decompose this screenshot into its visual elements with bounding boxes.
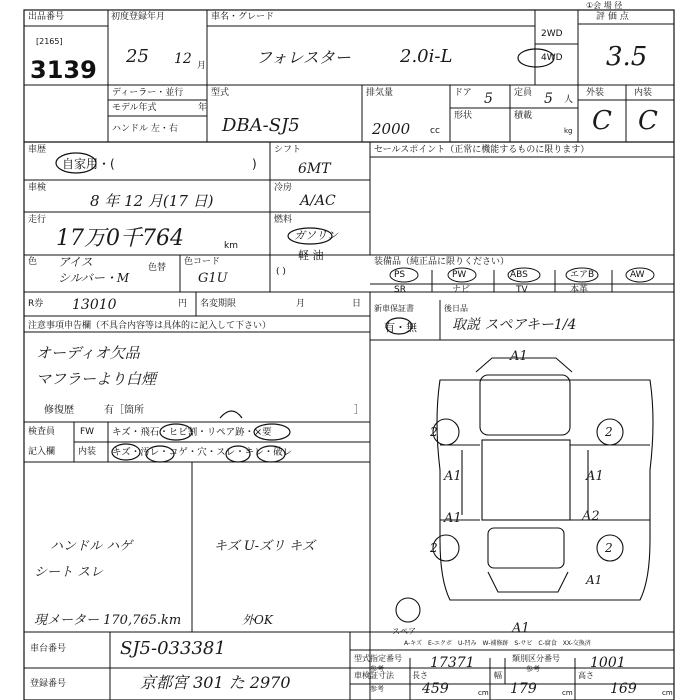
spare-label: スペア xyxy=(392,627,416,636)
shape-label: 形状 xyxy=(454,111,473,121)
length-label: 長さ xyxy=(412,671,428,680)
color-paint: アイス xyxy=(58,255,93,269)
mark-fr-wheel: 2 xyxy=(605,425,613,439)
equipment-label: 装備品（純正品に限りください） xyxy=(374,257,510,267)
capacity-value: 5 xyxy=(544,91,553,107)
notes-line-1: オーディオ欠品 xyxy=(36,344,140,362)
type-num-label: 型式指定番号 xyxy=(354,654,402,663)
shift-value: 6MT xyxy=(298,161,331,177)
height-value: 169 xyxy=(610,681,637,697)
damage-legend: A-キズ E-エクボ U-凹み W-補修跡 S-サビ C-腐食 XX-交換済 xyxy=(404,640,591,647)
length-unit: cm xyxy=(478,689,489,697)
car-name-label: 車名・グレード xyxy=(211,12,275,22)
color-code: G1U xyxy=(198,271,228,286)
chassis-number: SJ5-033381 xyxy=(120,638,226,659)
inspector-note-exterior: 外OK xyxy=(242,613,273,627)
model-code-label: 型式 xyxy=(211,88,230,98)
color-label: 色 xyxy=(28,257,38,267)
interior-grade: C xyxy=(638,106,658,136)
width-label: 幅 xyxy=(494,671,502,680)
interior-insp-items: キズ・汚レ・コゲ・穴・スレ・キレ・破レ xyxy=(112,447,293,458)
grade-score-label: 評 価 点 xyxy=(596,12,629,22)
exterior-label: 外装 xyxy=(586,88,605,98)
reg-number-label: 登録番号 xyxy=(30,679,67,689)
inspector-label-2: 記入欄 xyxy=(28,447,56,457)
drive-2wd: 2WD xyxy=(541,29,563,39)
model-year-unit: 年 xyxy=(198,103,208,113)
size-sub: 参考 xyxy=(370,685,384,693)
type-num: 17371 xyxy=(430,655,475,671)
recycle-unit: 円 xyxy=(178,299,188,309)
width-value: 179 xyxy=(510,681,537,697)
later-items-value: 取説 スペアキー1/4 xyxy=(452,317,577,333)
width-unit: cm xyxy=(562,689,573,697)
notes-line-2: マフラーより白煙 xyxy=(36,370,157,388)
repair-history-value: 有［箇所 xyxy=(104,405,144,416)
inspector-note-seat: シート スレ xyxy=(34,565,104,580)
type-num-sub: 参考 xyxy=(370,665,384,673)
reg-year: 25 xyxy=(126,46,149,67)
ac-label: 冷房 xyxy=(274,183,293,193)
class-num: 1001 xyxy=(590,655,626,671)
name-change-day-unit: 日 xyxy=(352,299,362,309)
first-reg-label: 初度登録年月 xyxy=(111,12,166,22)
equip-pw: PW xyxy=(452,270,467,280)
capacity-label: 定員 xyxy=(514,88,533,98)
class-num-sub: 参考 xyxy=(526,665,540,673)
equip-airbag: エアB xyxy=(570,270,595,280)
model-year-label: モデル年式 xyxy=(112,103,157,113)
fuel-other: ( ) xyxy=(276,267,286,277)
displacement-unit: cc xyxy=(430,126,440,136)
inspection-value: 8 年 12 月(17 日) xyxy=(90,192,214,210)
mark-rr-wheel: 2 xyxy=(605,541,613,555)
notes-label: 注意事項申告欄（不具合内容等は具体的に記入して下さい） xyxy=(28,321,272,331)
mileage-label: 走行 xyxy=(28,215,47,225)
inspector-note-handle: ハンドル ハゲ xyxy=(50,539,133,554)
length-value: 459 xyxy=(422,681,449,697)
displacement: 2000 xyxy=(372,120,411,138)
interior-insp-label: 内装 xyxy=(78,447,97,457)
inspector-note-scratch: キズ U-ズリ キズ xyxy=(214,539,315,554)
load-label: 積載 xyxy=(514,111,533,121)
car-name: フォレスター xyxy=(256,48,351,67)
mark-left-rear-door: A1 xyxy=(444,511,462,526)
sales-points-label: セールスポイント（正常に機能するものに限ります） xyxy=(374,145,590,155)
repair-history-close: ］ xyxy=(354,405,364,416)
color-code-label: 色コード xyxy=(184,257,221,267)
fw-items: キズ・飛石・ヒビ割・リペア跡・×要 xyxy=(112,427,272,438)
equip-sr: SR xyxy=(394,285,406,295)
equip-aw: AW xyxy=(630,270,645,280)
mileage-unit: km xyxy=(224,241,238,251)
fw-label: FW xyxy=(80,427,95,437)
name-change-label: 名変期限 xyxy=(200,299,237,309)
mileage-value: 17万0千764 xyxy=(56,226,184,251)
recycle-label: R券 xyxy=(28,299,44,309)
model-code: DBA-SJ5 xyxy=(222,115,300,136)
warranty-label: 新車保証書 xyxy=(374,304,414,313)
name-change-month-unit: 月 xyxy=(296,299,306,309)
fuel-value: ガソリン xyxy=(294,229,338,242)
mark-left-front-door: A1 xyxy=(444,469,462,484)
grade-score: 3.5 xyxy=(606,42,648,72)
reg-month-unit: 月 xyxy=(197,61,207,71)
history-value: 自家用・( xyxy=(62,157,115,171)
inspector-note-meter: 現メーター 170,765.km xyxy=(34,613,182,628)
reg-month: 12 xyxy=(174,51,192,67)
mark-rl-wheel: 2 xyxy=(430,541,438,555)
height-label: 高さ xyxy=(578,671,594,680)
equip-abs: ABS xyxy=(510,270,528,280)
lot-sub-number: [2165] xyxy=(36,37,63,46)
mark-right-front-door: A1 xyxy=(586,469,604,484)
inspector-label-1: 検査員 xyxy=(28,427,56,437)
displacement-label: 排気量 xyxy=(366,88,394,98)
handle-label: ハンドル 左・右 xyxy=(112,124,178,134)
history-label: 車歴 xyxy=(28,145,47,155)
capacity-unit: 人 xyxy=(564,95,574,105)
equip-leather: 本革 xyxy=(570,285,589,295)
load-unit: kg xyxy=(564,127,573,135)
color-name: シルバー・M xyxy=(58,271,130,285)
warranty-value: 有・無 xyxy=(384,321,417,334)
mark-fl-wheel: 2 xyxy=(430,425,438,439)
doors-value: 5 xyxy=(484,91,493,107)
chassis-label: 車台番号 xyxy=(30,644,67,654)
fuel-diesel-printed: 軽 油 xyxy=(298,249,324,262)
recycle-value: 13010 xyxy=(72,297,117,313)
dealer-label: ディーラー・並行 xyxy=(112,88,184,98)
mark-front: A1 xyxy=(510,349,528,364)
inspection-label: 車検 xyxy=(28,183,47,193)
mark-rear-corner: A1 xyxy=(586,573,603,587)
history-close: ) xyxy=(252,157,257,171)
class-num-label: 類別区分番号 xyxy=(512,654,560,663)
ac-value: A/AC xyxy=(300,193,336,209)
repair-history-label: 修復歴 xyxy=(44,405,74,416)
equip-tv: TV xyxy=(516,285,528,295)
lot-number: 3139 xyxy=(30,56,97,84)
fuel-label: 燃料 xyxy=(274,215,293,225)
interior-label: 内装 xyxy=(634,88,653,98)
later-items-label: 後日品 xyxy=(444,304,468,313)
drive-4wd: 4WD xyxy=(541,53,563,63)
mark-rear: A1 xyxy=(512,621,530,636)
shift-label: シフト xyxy=(274,145,302,155)
reg-number: 京都宮 301 た 2970 xyxy=(140,673,291,692)
size-label: 車検証寸法 xyxy=(354,671,394,680)
venue-label: ①会 場 径 xyxy=(586,1,623,10)
height-unit: cm xyxy=(662,689,673,697)
lot-label: 出品番号 xyxy=(28,12,65,22)
color-tone-label: 色替 xyxy=(148,263,167,273)
exterior-grade: C xyxy=(592,106,612,136)
car-grade: 2.0i-L xyxy=(400,46,453,67)
doors-label: ドア xyxy=(454,88,472,98)
mark-right-rear-door: A2 xyxy=(582,509,600,524)
equip-navi: ナビ xyxy=(452,285,471,295)
car-diagram xyxy=(396,358,653,622)
equip-ps: PS xyxy=(394,270,406,280)
